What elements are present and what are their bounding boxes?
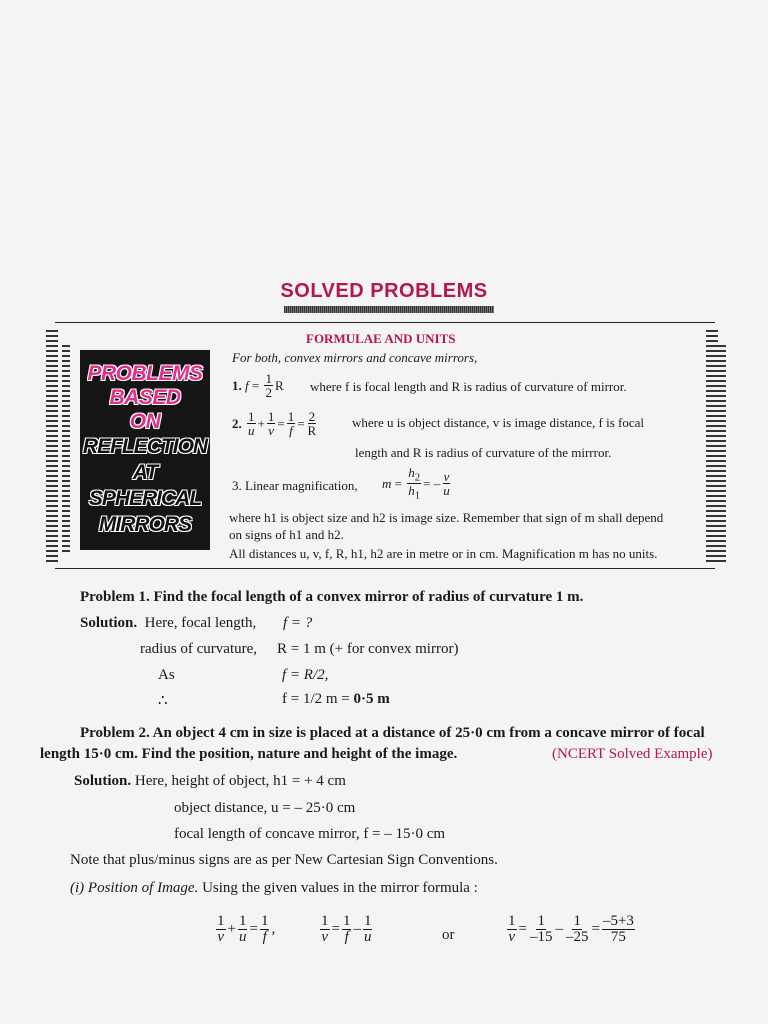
position-of-image-line bbox=[70, 880, 478, 897]
sign-convention-note: Note that plus/minus signs are as per New Cartesian Sign Conventions. bbox=[70, 852, 498, 868]
roc-label: radius of curvature, bbox=[140, 641, 258, 657]
problem-1-solution-line bbox=[80, 615, 256, 632]
focal-length-concave: focal length of concave mirror, f = – 15·0 cm bbox=[174, 826, 446, 842]
result-text: f = 1/2 m = bbox=[282, 691, 354, 707]
formula-1: 1. f = $\frac{1}{2}$ R bbox=[232, 371, 284, 400]
focal-length-unknown: f = ? bbox=[283, 615, 313, 631]
roc-equation: R = 1 m (+ for convex mirror) bbox=[277, 641, 459, 657]
object-distance: object distance, u = – 25·0 cm bbox=[174, 800, 356, 816]
formula-2-number: 2. bbox=[232, 415, 242, 431]
left-hatch-decoration bbox=[46, 330, 58, 565]
solution-label: Solution. bbox=[80, 615, 138, 631]
problem-1-question: Problem 1. Find the focal length of a convex mirror of radius of curvature 1 m. bbox=[80, 589, 584, 605]
position-label: (i) Position of Image. bbox=[70, 880, 199, 896]
formula-3: m = $\frac{h_2}{h_1}$ = – $\frac{v}{u}$ bbox=[382, 465, 450, 503]
left-hatch-decoration-inner bbox=[62, 345, 70, 555]
solution-text: Here, height of object, h1 = + 4 cm bbox=[134, 773, 346, 789]
topic-banner bbox=[80, 350, 210, 550]
right-hatch-decoration-inner bbox=[718, 345, 726, 565]
result-value: 0·5 m bbox=[353, 691, 390, 707]
banner-line: MIRRORS bbox=[98, 513, 192, 536]
banner-line: ON bbox=[129, 410, 161, 433]
or-text: or bbox=[442, 927, 455, 943]
formula-2-description: where u is object distance, v is image distance, f is focal bbox=[352, 415, 645, 430]
as-label: As bbox=[158, 667, 175, 683]
ncert-reference: (NCERT Solved Example) bbox=[552, 746, 713, 762]
formula-box-top-border bbox=[55, 322, 715, 323]
banner-line: REFLECTION AT bbox=[82, 435, 208, 484]
title-underline bbox=[284, 306, 494, 313]
formula-1-number: 1. bbox=[232, 377, 242, 393]
formula-2: 2. $\frac{1}{u}$ + $\frac{1}{v}$ = $\frac{1}{f}$ = $\frac{2}{R}$ bbox=[232, 409, 317, 438]
solution-text: Here, focal length, bbox=[144, 615, 257, 631]
right-hatch-decoration bbox=[706, 330, 718, 565]
rearranged-equation: $\frac{1}{v}$ = $\frac{1}{f}$ – $\frac{1}{u}$ bbox=[321, 913, 372, 945]
formulae-note-2: on signs of h1 and h2. bbox=[229, 527, 344, 542]
solution-label: Solution. bbox=[74, 773, 132, 789]
problem-2-question-2: length 15·0 cm. Find the position, nature and height of the image. bbox=[40, 746, 458, 762]
therefore-symbol: ∴ bbox=[158, 693, 168, 709]
problem-2-question-1: Problem 2. An object 4 cm in size is placed at a distance of 25·0 cm from a concave mirror of focal bbox=[80, 725, 705, 741]
problem-1-result bbox=[282, 691, 390, 708]
position-text: Using the given values in the mirror formula : bbox=[202, 880, 478, 896]
banner-line: PROBLEMS bbox=[87, 362, 203, 385]
formula-box-bottom-border bbox=[55, 568, 715, 569]
banner-line: SPHERICAL bbox=[88, 487, 202, 510]
formulae-intro: For both, convex mirrors and concave mirrors, bbox=[232, 350, 478, 365]
as-equation: f = R/2, bbox=[282, 667, 329, 683]
formulae-note-1: where h1 is object size and h2 is image size. Remember that sign of m shall depend bbox=[229, 510, 664, 525]
mirror-formula-equation: $\frac{1}{v}$ + $\frac{1}{u}$ = $\frac{1}{f}$ , bbox=[217, 913, 276, 945]
problem-2-solution-line bbox=[74, 773, 346, 790]
banner-line: BASED bbox=[109, 386, 181, 409]
formula-3-label: 3. Linear magnification, bbox=[232, 478, 358, 493]
formulae-note-3: All distances u, v, f, R, h1, h2 are in metre or in cm. Magnification m has no units. bbox=[229, 546, 658, 561]
substituted-equation: $\frac{1}{v}$ = $\frac{1}{-15}$ – $\frac{1}{-25}$ = $\frac{-5+3}{75}$ bbox=[508, 913, 634, 945]
page-title: SOLVED PROBLEMS bbox=[280, 280, 488, 302]
formula-2-description-2: length and R is radius of curvature of the mirrror. bbox=[355, 445, 612, 460]
formulae-heading: FORMULAE AND UNITS bbox=[306, 331, 456, 346]
formula-1-description: where f is focal length and R is radius of curvature of mirror. bbox=[310, 379, 627, 394]
